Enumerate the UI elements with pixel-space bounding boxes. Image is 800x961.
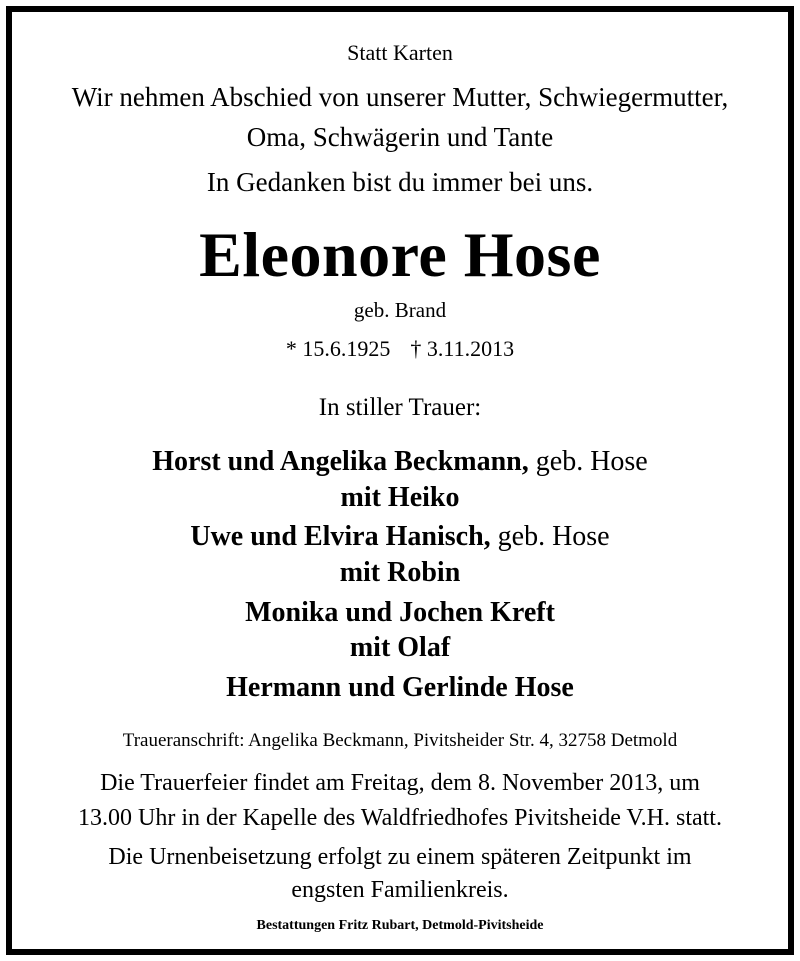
quote: In Gedanken bist du immer bei uns. xyxy=(206,167,594,197)
funeral-line-2: 13.00 Uhr in der Kapelle des Waldfriedhofes Pivitsheide V.H. statt. xyxy=(78,805,722,831)
family-1-suffix: geb. Hose xyxy=(528,446,648,477)
family-4-names: Hermann und Gerlinde Hose xyxy=(226,672,574,703)
family-2 xyxy=(20,521,780,553)
undertaker: Bestattungen Fritz Rubart, Detmold-Pivitsheide xyxy=(256,918,544,933)
funeral-line-1: Die Trauerfeier findet am Freitag, dem 8. November 2013, um xyxy=(100,770,700,796)
maiden-name: geb. Brand xyxy=(353,298,447,322)
family-1-with: mit Heiko xyxy=(340,482,460,513)
family-2-with: mit Robin xyxy=(339,557,461,588)
family-1-names: Horst und Angelika Beckmann, xyxy=(152,446,529,477)
statt-karten: Statt Karten xyxy=(347,40,453,65)
mourning-heading: In stiller Trauer: xyxy=(318,394,482,421)
family-3-with: mit Olaf xyxy=(349,632,451,663)
birth-date: * 15.6.1925 xyxy=(285,336,391,361)
intro-line-2: Oma, Schwägerin und Tante xyxy=(246,122,554,152)
intro-line-1: Wir nehmen Abschied von unserer Mutter, Schwiegermutter, xyxy=(71,82,729,112)
life-dates xyxy=(20,336,780,362)
deceased-name: Eleonore Hose xyxy=(199,219,601,290)
family-3-names: Monika und Jochen Kreft xyxy=(245,597,555,628)
family-2-names: Uwe und Elvira Hanisch, xyxy=(190,521,491,552)
funeral-line-3: Die Urnenbeisetzung erfolgt zu einem späteren Zeitpunkt im xyxy=(108,844,692,870)
mourning-address: Traueranschrift: Angelika Beckmann, Pivitsheider Str. 4, 32758 Detmold xyxy=(122,730,678,751)
family-1 xyxy=(20,446,780,478)
family-2-suffix: geb. Hose xyxy=(490,521,610,552)
death-date: † 3.11.2013 xyxy=(410,336,515,361)
funeral-line-4: engsten Familienkreis. xyxy=(291,877,509,903)
